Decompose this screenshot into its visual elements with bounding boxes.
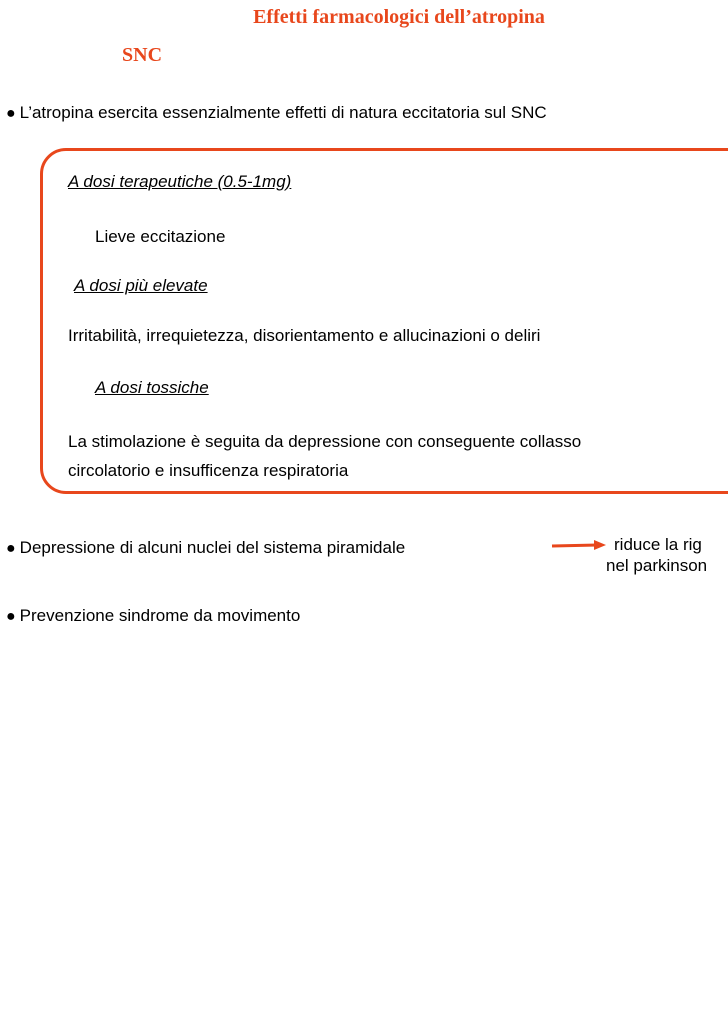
motion-bullet-item	[6, 606, 300, 627]
therapeutic-dose-text: Lieve eccitazione	[95, 227, 226, 246]
toxic-dose-text-line2: circolatorio e insufficenza respiratoria	[68, 461, 349, 480]
therapeutic-dose-heading: A dosi terapeutiche (0.5-1mg)	[68, 172, 292, 191]
motion-bullet-text: Prevenzione sindrome da movimento	[19, 606, 301, 625]
bullet-icon: ●	[6, 608, 16, 625]
rigidity-effect-line1: riduce la rig	[614, 535, 702, 554]
toxic-dose-text-line1: La stimolazione è seguita da depressione con conseguente collasso	[68, 432, 582, 451]
bullet-icon: ●	[6, 540, 16, 557]
pyramidal-bullet-item	[6, 538, 405, 559]
slide-title: Effetti farmacologici dell’atropina	[253, 6, 545, 28]
toxic-dose-heading: A dosi tossiche	[95, 378, 209, 397]
higher-dose-heading: A dosi più elevate	[74, 276, 208, 295]
higher-dose-text: Irritabilità, irrequietezza, disorientamento e allucinazioni o deliri	[68, 326, 541, 345]
section-heading: SNC	[122, 44, 163, 66]
pyramidal-bullet-text: Depressione di alcuni nuclei del sistema piramidale	[19, 538, 406, 557]
intro-bullet-text: L’atropina esercita essenzialmente effetti di natura eccitatoria sul SNC	[19, 103, 547, 122]
intro-bullet-item	[6, 103, 547, 124]
arrow-right-icon	[550, 537, 610, 553]
rigidity-effect-line2: nel parkinson	[606, 556, 708, 575]
bullet-icon: ●	[6, 105, 16, 122]
